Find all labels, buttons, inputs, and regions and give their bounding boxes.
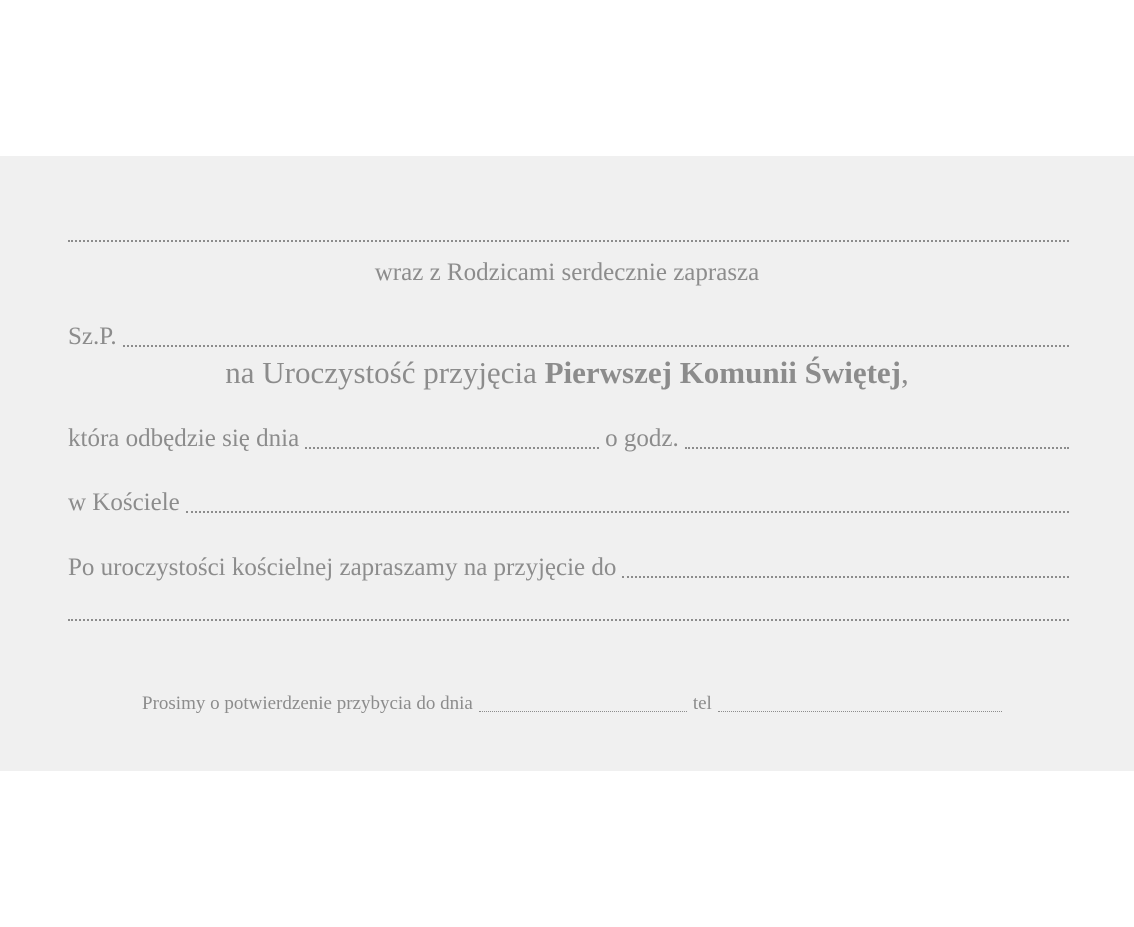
- tel-field[interactable]: [718, 711, 1002, 712]
- child-name-row: [68, 240, 1069, 247]
- rsvp-label: Prosimy o potwierdzenie przybycia do dnia: [142, 693, 473, 714]
- child-name-field[interactable]: [68, 240, 1069, 242]
- church-label: w Kościele: [68, 489, 180, 516]
- ceremony-title-bold: Pierwszej Komunii Świętej: [544, 355, 901, 390]
- rsvp-row: [142, 692, 1002, 716]
- ceremony-title: [0, 355, 1134, 391]
- ceremony-title-normal: na Uroczystość przyjęcia: [225, 355, 537, 390]
- reception-row: [68, 553, 1069, 583]
- reception-venue-field[interactable]: [622, 576, 1069, 578]
- parents-invite-line: wraz z Rodzicami serdecznie zaprasza: [374, 259, 760, 286]
- reception-extra-field[interactable]: [68, 619, 1069, 621]
- guest-name-row: [68, 322, 1069, 352]
- guest-name-field[interactable]: [123, 345, 1069, 347]
- rsvp-date-field[interactable]: [479, 711, 687, 712]
- time-field[interactable]: [685, 447, 1069, 449]
- szp-label: Sz.P.: [68, 323, 117, 350]
- church-field[interactable]: [186, 511, 1069, 513]
- time-label: o godz.: [605, 425, 679, 452]
- date-field[interactable]: [305, 447, 599, 449]
- date-label: która odbędzie się dnia: [68, 425, 300, 452]
- church-row: [68, 488, 1069, 518]
- reception-extra-row: [68, 619, 1069, 626]
- reception-label: Po uroczystości kościelnej zapraszamy na przyjęcie do: [68, 554, 617, 581]
- tel-label: tel: [692, 693, 712, 714]
- ceremony-title-comma: ,: [901, 355, 909, 390]
- invitation-card: [0, 156, 1134, 771]
- date-time-row: [68, 424, 1069, 454]
